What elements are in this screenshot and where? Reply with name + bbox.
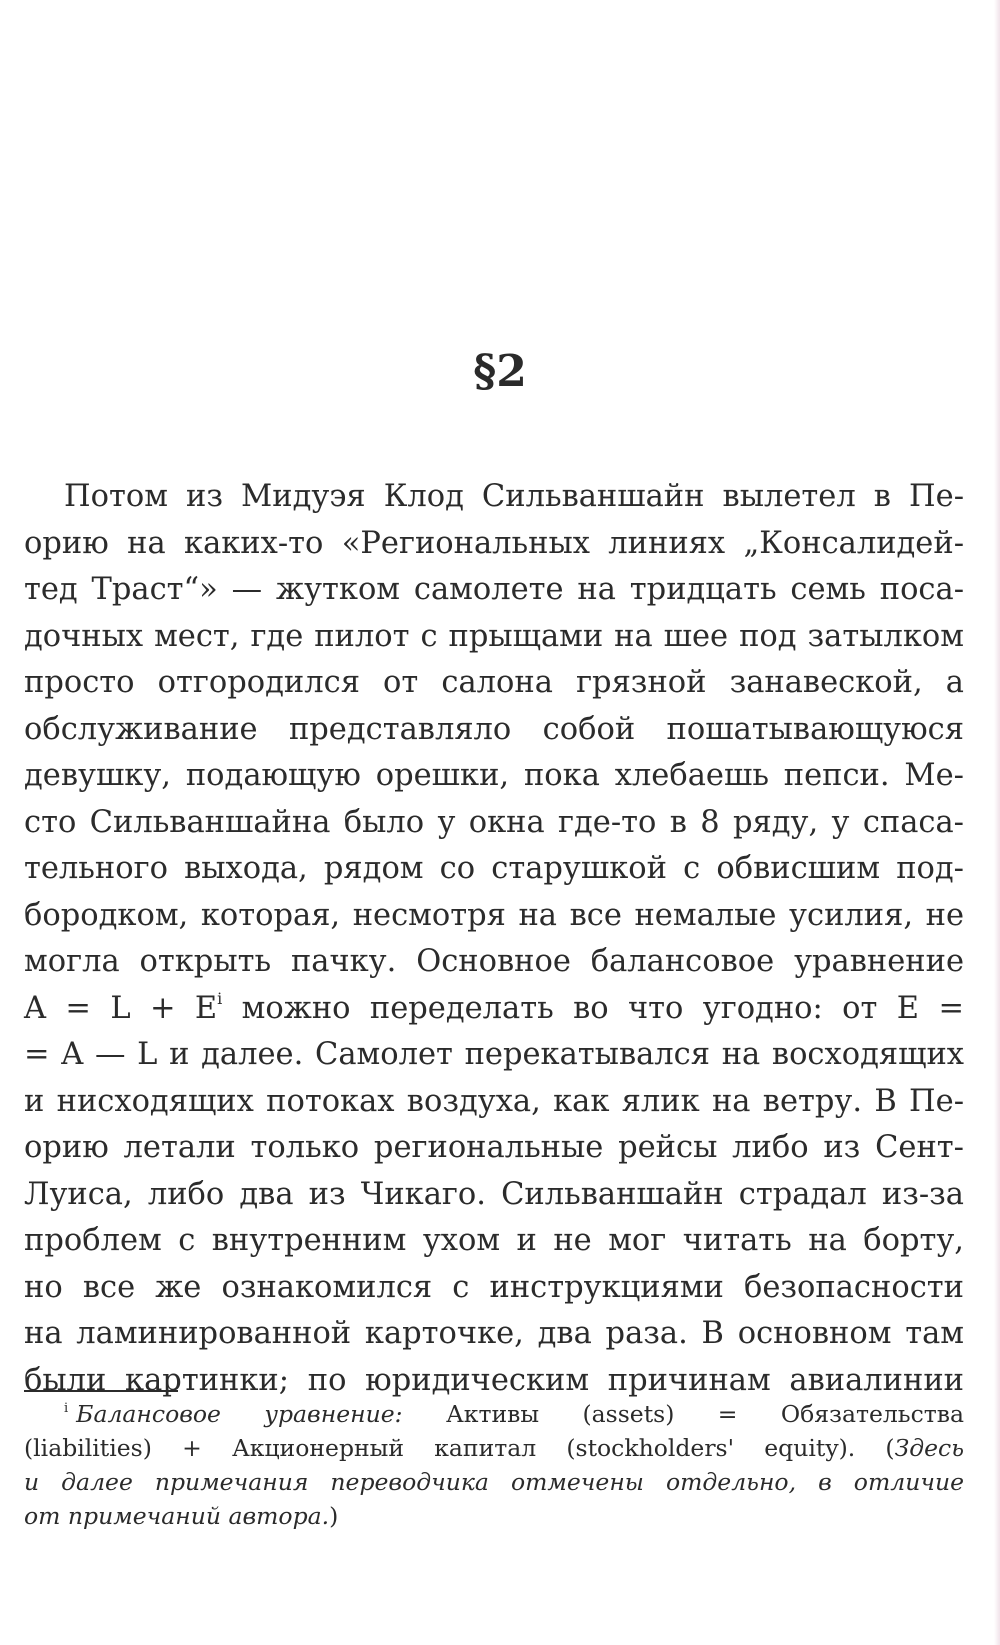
text-line: орию на каких-то «Региональных линиях „Консалидей- [24, 525, 964, 561]
footnote-line: и далее примечания переводчика отмечены отдельно, в отличие [24, 1468, 964, 1496]
footnote-line [24, 1499, 964, 1533]
text-line: орию летали только региональные рейсы либо из Сент- [24, 1130, 964, 1165]
footnote-italic-text: Здесь [894, 1434, 964, 1462]
text-line: сто Сильваншайна было у окна где-то в 8 ряду, у спаса- [24, 804, 964, 840]
text-line: девушку, подающую орешки, пока хлебаешь пепси. Ме- [24, 758, 964, 793]
text-line: тельного выхода, рядом со старушкой с обвисшим под- [24, 851, 964, 886]
page-edge-shadow [994, 0, 1000, 1645]
body-text [24, 474, 964, 1404]
footnote [24, 1397, 964, 1533]
footnote-line [24, 1431, 964, 1465]
text-line: просто отгородился от салона грязной занавеской, а [24, 665, 964, 700]
text-line: Луиса, либо два из Чикаго. Сильваншайн страдал из-за [24, 1176, 964, 1212]
footnote-line [24, 1397, 964, 1431]
equation-continuation: можно переделать во что угодно: от E = [222, 990, 964, 1026]
footnote-italic-text: от примечаний автора. [24, 1502, 330, 1530]
section-heading: §2 [473, 346, 527, 397]
footnote-term: Балансовое уравнение: [76, 1400, 403, 1428]
text-line: тед Траст“» — жутком самолете на тридцать семь поса- [24, 572, 964, 607]
text-line: но все же ознакомился с инструкциями безопасности [24, 1269, 964, 1305]
text-line: обслуживание представляло собой пошатывающуюся [24, 711, 964, 747]
text-line-with-footnote [24, 986, 964, 1033]
equation-text: A = L + E [24, 990, 218, 1026]
footnote-definition: Активы (assets) = Обязательства [402, 1400, 964, 1428]
text-line: проблем с внутренним ухом и не мог читать на борту, [24, 1223, 964, 1258]
footnote-closing: ) [329, 1502, 339, 1530]
text-line: были картинки; по юридическим причинам авиалинии [24, 1362, 964, 1398]
text-line: на ламинированной карточке, два раза. В основном там [24, 1316, 964, 1351]
footnote-marker: i [64, 1401, 69, 1416]
text-line: и нисходящих потоках воздуха, как ялик на ветру. В Пе- [24, 1083, 964, 1119]
text-line: могла открыть пачку. Основное балансовое уравнение [24, 944, 964, 979]
text-line: дочных мест, где пилот с прыщами на шее под затылком [24, 618, 964, 654]
footnote-reference[interactable]: i [217, 988, 223, 1008]
footnote-divider [24, 1390, 178, 1392]
text-line: бородком, которая, несмотря на все немалые усилия, не [24, 897, 964, 933]
text-line: = A — L и далее. Самолет перекатывался на восходящих [24, 1037, 964, 1072]
footnote-text: (liabilities) + Акционерный капитал (stockholders' equity). ( [24, 1434, 895, 1462]
text-line: Потом из Мидуэя Клод Сильваншайн вылетел в Пе- [64, 479, 964, 514]
